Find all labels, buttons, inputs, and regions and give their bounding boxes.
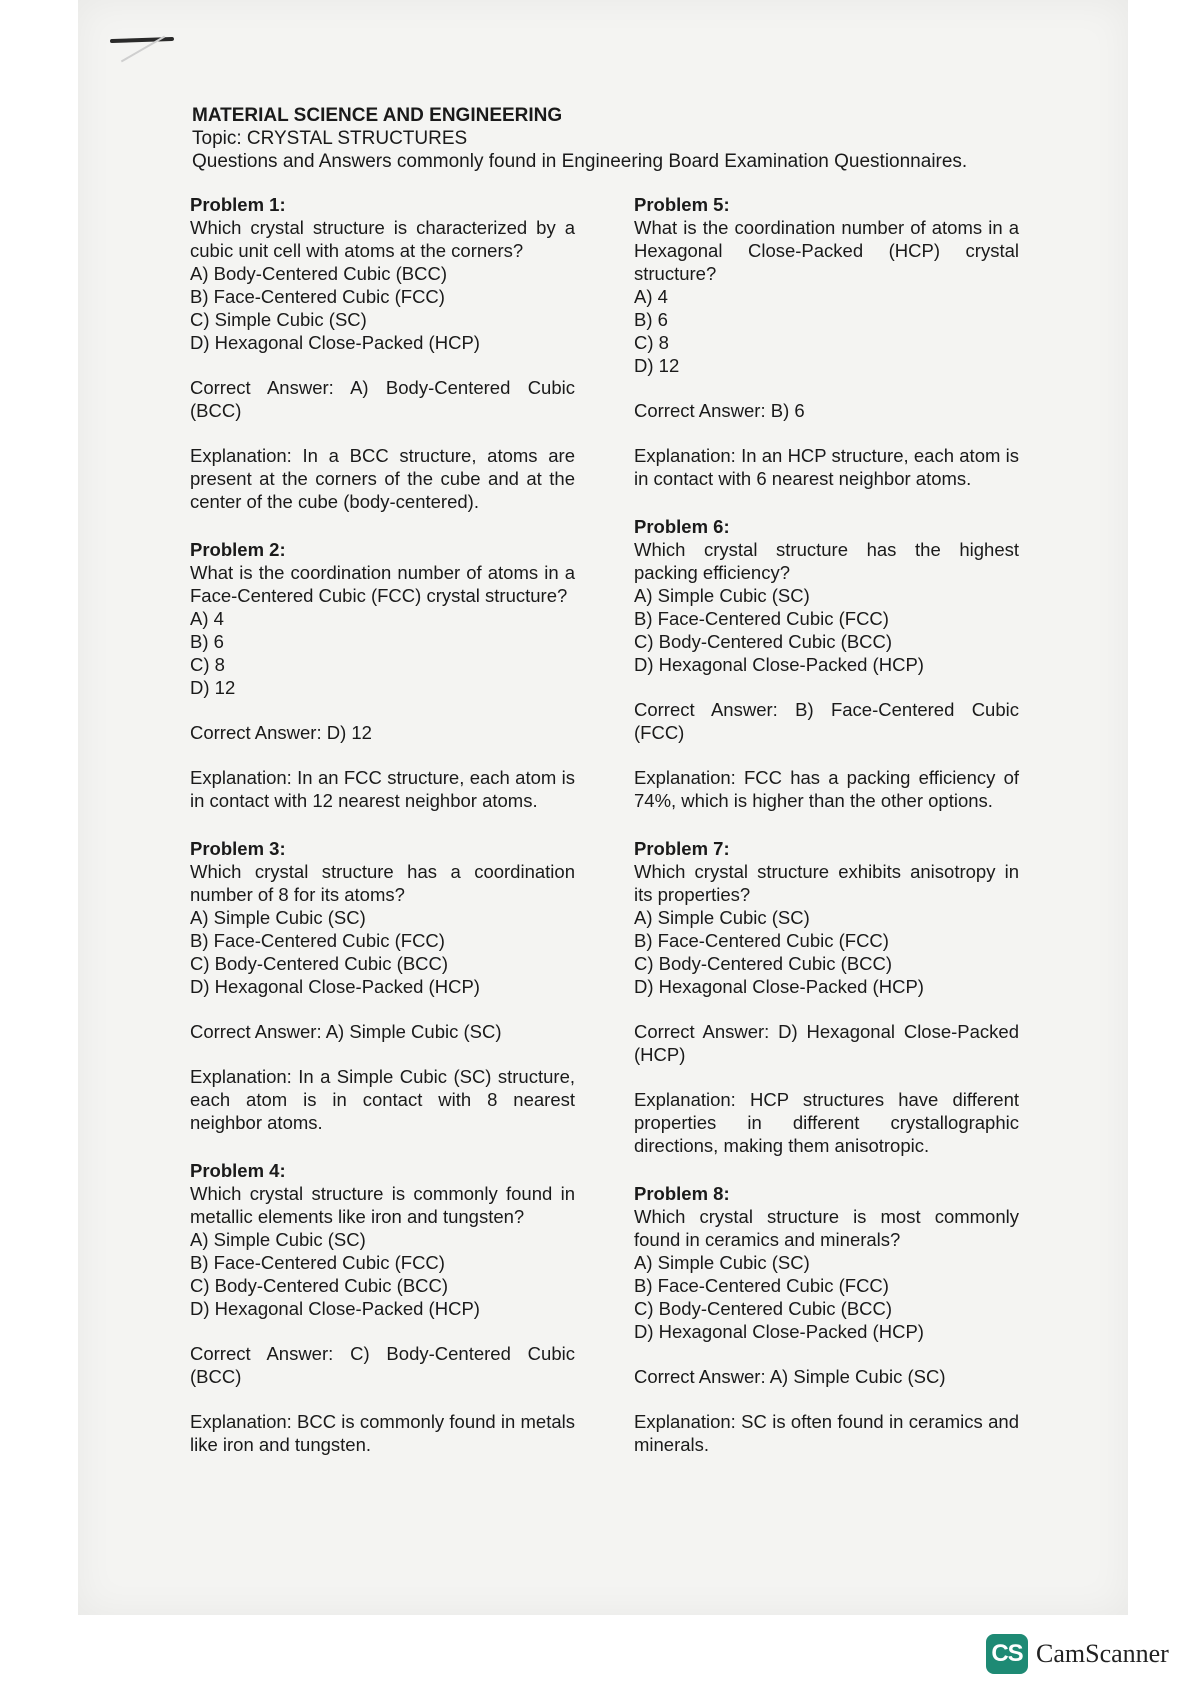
problem-question: Which crystal structure is commonly found in metallic elements like iron and tungsten? (190, 1183, 575, 1227)
option: C) Body-Centered Cubic (BCC) (190, 1275, 449, 1296)
option: D) Hexagonal Close-Packed (HCP) (190, 976, 480, 997)
camscanner-logo-icon: CS (986, 1634, 1028, 1674)
problem-title: Problem 2: (190, 539, 286, 560)
problem-5 (634, 193, 1019, 490)
option: B) Face-Centered Cubic (FCC) (190, 1252, 445, 1273)
option: A) Simple Cubic (SC) (190, 1229, 366, 1250)
problem-6 (634, 515, 1019, 812)
option: B) 6 (190, 631, 224, 652)
explanation: Explanation: In a BCC structure, atoms are present at the corners of the cube and at the center of the cube (body-centered). (190, 445, 575, 512)
document-title: MATERIAL SCIENCE AND ENGINEERING (192, 105, 563, 126)
option: B) 6 (634, 309, 668, 330)
problem-title: Problem 5: (634, 194, 730, 215)
option: B) Face-Centered Cubic (FCC) (190, 286, 445, 307)
option: D) Hexagonal Close-Packed (HCP) (634, 1321, 924, 1342)
correct-answer: Correct Answer: D) 12 (190, 722, 372, 743)
problem-title: Problem 8: (634, 1183, 730, 1204)
option: D) Hexagonal Close-Packed (HCP) (634, 976, 924, 997)
option: D) Hexagonal Close-Packed (HCP) (190, 1298, 480, 1319)
camscanner-watermark (986, 1634, 1169, 1674)
option: D) 12 (190, 677, 236, 698)
problem-7 (634, 837, 1019, 1157)
left-column (190, 193, 575, 1481)
problem-question: Which crystal structure exhibits anisotropy in its properties? (634, 861, 1019, 905)
option: D) Hexagonal Close-Packed (HCP) (634, 654, 924, 675)
problem-question: Which crystal structure has a coordination number of 8 for its atoms? (190, 861, 575, 905)
correct-answer: Correct Answer: A) Body-Centered Cubic (BCC) (190, 377, 575, 421)
problem-question: Which crystal structure has the highest packing efficiency? (634, 539, 1019, 583)
option: C) Body-Centered Cubic (BCC) (634, 631, 893, 652)
option: D) Hexagonal Close-Packed (HCP) (190, 332, 480, 353)
problem-1 (190, 193, 575, 513)
problem-title: Problem 1: (190, 194, 286, 215)
option: A) Simple Cubic (SC) (190, 907, 366, 928)
option: C) Body-Centered Cubic (BCC) (634, 1298, 893, 1319)
option: B) Face-Centered Cubic (FCC) (634, 1275, 889, 1296)
option: B) Face-Centered Cubic (FCC) (634, 930, 889, 951)
correct-answer: Correct Answer: D) Hexagonal Close-Packed (HCP) (634, 1021, 1019, 1065)
option: A) 4 (190, 608, 224, 629)
correct-answer: Correct Answer: B) Face-Centered Cubic (FCC) (634, 699, 1019, 743)
problem-4 (190, 1159, 575, 1456)
option: A) Body-Centered Cubic (BCC) (190, 263, 448, 284)
explanation: Explanation: BCC is commonly found in metals like iron and tungsten. (190, 1411, 575, 1455)
problem-3 (190, 837, 575, 1134)
problem-title: Problem 3: (190, 838, 286, 859)
explanation: Explanation: In an FCC structure, each atom is in contact with 12 nearest neighbor atoms. (190, 767, 575, 811)
explanation: Explanation: SC is often found in ceramics and minerals. (634, 1411, 1019, 1455)
problem-question: What is the coordination number of atoms in a Hexagonal Close-Packed (HCP) crystal structure? (634, 217, 1019, 284)
correct-answer: Correct Answer: A) Simple Cubic (SC) (190, 1021, 502, 1042)
correct-answer: Correct Answer: C) Body-Centered Cubic (BCC) (190, 1343, 575, 1387)
option: B) Face-Centered Cubic (FCC) (190, 930, 445, 951)
explanation: Explanation: FCC has a packing efficiency of 74%, which is higher than the other options. (634, 767, 1019, 811)
problem-question: Which crystal structure is most commonly found in ceramics and minerals? (634, 1206, 1019, 1250)
option: C) 8 (190, 654, 225, 675)
option: C) 8 (634, 332, 669, 353)
problem-2 (190, 538, 575, 812)
explanation: Explanation: In a Simple Cubic (SC) structure, each atom is in contact with 8 nearest neighbor atoms. (190, 1066, 575, 1133)
option: C) Body-Centered Cubic (BCC) (190, 953, 449, 974)
option: A) 4 (634, 286, 668, 307)
option: A) Simple Cubic (SC) (634, 1252, 810, 1273)
problem-title: Problem 4: (190, 1160, 286, 1181)
problem-8 (634, 1182, 1019, 1456)
right-column (634, 193, 1019, 1481)
camscanner-text: CamScanner (1036, 1639, 1169, 1668)
option: B) Face-Centered Cubic (FCC) (634, 608, 889, 629)
option: C) Simple Cubic (SC) (190, 309, 367, 330)
problem-title: Problem 7: (634, 838, 730, 859)
option: A) Simple Cubic (SC) (634, 907, 810, 928)
explanation: Explanation: HCP structures have different properties in different crystallographic directions, making them anisotropic. (634, 1089, 1019, 1156)
document-header (192, 104, 992, 173)
correct-answer: Correct Answer: B) 6 (634, 400, 805, 421)
option: D) 12 (634, 355, 680, 376)
problem-title: Problem 6: (634, 516, 730, 537)
document-topic: Topic: CRYSTAL STRUCTURES (192, 128, 468, 149)
document-subtitle: Questions and Answers commonly found in Engineering Board Examination Questionnaires. (192, 151, 968, 172)
option: C) Body-Centered Cubic (BCC) (634, 953, 893, 974)
problem-question: What is the coordination number of atoms in a Face-Centered Cubic (FCC) crystal structure? (190, 562, 575, 606)
explanation: Explanation: In an HCP structure, each atom is in contact with 6 nearest neighbor atoms. (634, 445, 1019, 489)
option: A) Simple Cubic (SC) (634, 585, 810, 606)
correct-answer: Correct Answer: A) Simple Cubic (SC) (634, 1366, 946, 1387)
problem-question: Which crystal structure is characterized by a cubic unit cell with atoms at the corners? (190, 217, 575, 261)
